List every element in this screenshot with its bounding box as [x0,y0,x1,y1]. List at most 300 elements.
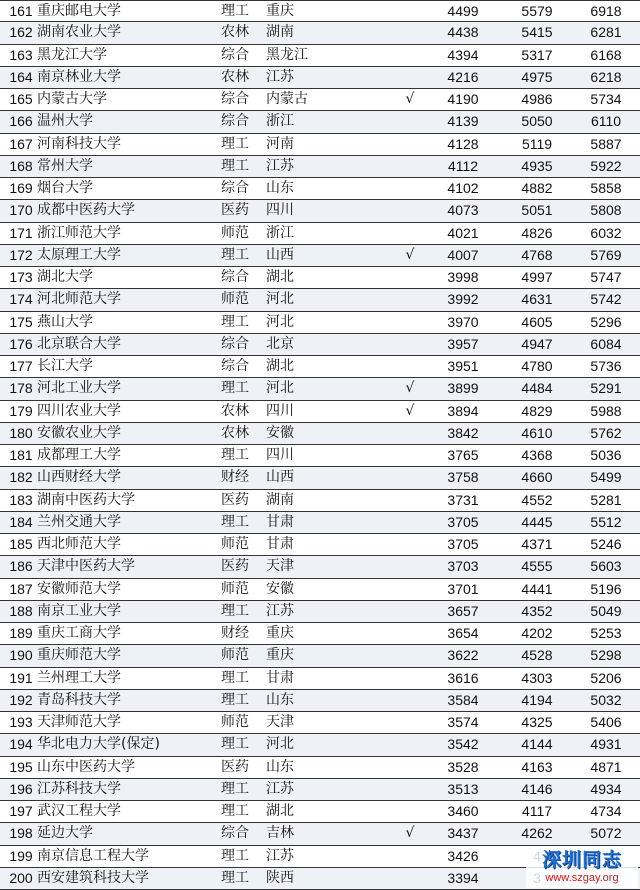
table-row [0,356,640,378]
score-1-cell: 4007 [447,246,479,263]
university-name: 燕山大学 [37,313,93,330]
university-name: 兰州理工大学 [37,669,121,686]
score-1-cell: 4216 [447,68,479,85]
university-name: 重庆邮电大学 [37,3,121,19]
score-3-cell: 4871 [590,758,622,775]
category-cell: 理工 [221,380,249,397]
table-row [0,134,640,156]
score-2-cell: 4555 [521,558,553,575]
score-3-cell: 5887 [590,135,622,152]
check-mark [400,111,420,132]
score-3-cell: 5762 [590,424,622,441]
score-2-cell: 4975 [521,68,553,85]
province-cell: 黑龙江 [266,46,308,63]
category-cell: 医药 [221,758,249,775]
score-1-cell: 3426 [447,847,479,864]
score-2-cell: 4660 [521,469,553,486]
score-3-cell: 6032 [590,224,622,241]
score-1-cell: 4139 [447,113,479,130]
rank-cell: 183 [9,491,33,508]
score-1-cell: 3758 [447,469,479,486]
score-1-cell: 3731 [447,491,479,508]
check-mark: √ [405,380,415,397]
score-2-cell: 4882 [521,180,553,196]
check-mark [400,423,420,444]
province-cell: 河南 [266,135,294,152]
score-3-cell: 5603 [590,558,622,575]
university-name: 四川农业大学 [37,402,121,419]
rank-cell: 176 [9,335,33,352]
province-cell: 浙江 [266,113,294,130]
table-row [0,645,640,667]
rank-cell: 181 [9,447,33,463]
category-cell: 师范 [221,536,249,552]
score-2-cell: 4445 [521,513,553,530]
university-name: 西安建筑科技大学 [37,869,149,886]
score-3-cell: 5032 [590,691,622,708]
rank-cell: 180 [9,424,33,441]
score-1-cell: 4438 [447,24,479,41]
university-name: 山东中医药大学 [37,758,135,775]
category-cell: 综合 [221,269,249,285]
check-mark [400,445,420,466]
score-3-cell: 5253 [590,625,622,641]
table-row [0,200,640,222]
score-2-cell: 4605 [521,313,553,330]
score-2-cell: 4441 [521,580,553,597]
score-3-cell: 5246 [590,536,622,552]
table-row [0,779,640,801]
check-mark [400,801,420,822]
province-cell: 四川 [266,447,294,463]
score-2-cell: 5119 [521,135,553,152]
university-name: 安徽师范大学 [37,580,121,597]
rank-cell: 187 [9,580,33,597]
score-1-cell: 3842 [447,424,479,441]
check-mark [400,356,420,377]
province-cell: 江苏 [266,157,294,174]
university-name: 河北工业大学 [37,380,121,397]
rank-cell: 177 [9,358,33,374]
table-row [0,534,640,556]
score-1-cell: 3703 [447,558,479,575]
check-mark [400,467,420,488]
province-cell: 四川 [266,202,294,219]
province-cell: 吉林 [266,825,294,842]
check-mark [400,289,420,310]
check-mark [400,534,420,555]
category-cell: 师范 [221,647,249,664]
province-cell: 山西 [266,246,294,263]
province-cell: 甘肃 [266,669,294,686]
rank-cell: 169 [9,180,33,196]
university-name: 天津师范大学 [37,714,121,730]
score-1-cell: 3951 [447,358,479,374]
category-cell: 师范 [221,291,249,308]
category-cell: 理工 [221,246,249,263]
table-row [0,579,640,601]
university-name: 武汉工程大学 [37,803,121,819]
check-mark [400,712,420,733]
university-name: 内蒙古大学 [37,91,107,107]
table-row [0,423,640,445]
university-name: 成都理工大学 [37,447,121,463]
province-cell: 重庆 [266,647,294,664]
category-cell: 农林 [221,68,249,85]
province-cell: 江苏 [266,780,294,797]
province-cell: 山东 [266,691,294,708]
score-1-cell: 3957 [447,335,479,352]
province-cell: 湖北 [266,358,294,374]
score-2-cell: 5051 [521,202,553,219]
university-name: 河北师范大学 [37,291,121,308]
score-2-cell: 5415 [521,24,553,41]
score-1-cell: 4073 [447,202,479,219]
check-mark [400,601,420,622]
watermark-logo [526,848,638,888]
score-2-cell: 4484 [521,380,553,397]
category-cell: 师范 [221,224,249,241]
rank-cell: 170 [9,202,33,219]
score-1-cell: 3970 [447,313,479,330]
score-3-cell: 6281 [590,24,622,41]
score-3-cell: 5742 [590,291,622,308]
category-cell: 理工 [221,780,249,797]
check-mark [400,556,420,577]
score-3-cell: 5406 [590,714,622,730]
score-1-cell: 3622 [447,647,479,664]
rank-cell: 193 [9,714,33,730]
score-2-cell: 4194 [521,691,553,708]
university-name: 延边大学 [37,825,93,842]
university-name: 重庆工商大学 [37,625,121,641]
score-3-cell: 5036 [590,447,622,463]
score-1-cell: 3528 [447,758,479,775]
score-2-cell: 4325 [521,714,553,730]
score-3-cell: 5291 [590,380,622,397]
check-mark [400,67,420,88]
university-name: 青岛科技大学 [37,691,121,708]
category-cell: 理工 [221,669,249,686]
category-cell: 医药 [221,202,249,219]
table-row [0,245,640,267]
category-cell: 理工 [221,691,249,708]
province-cell: 四川 [266,402,294,419]
score-1-cell: 3394 [447,869,479,886]
rank-cell: 190 [9,647,33,664]
province-cell: 陕西 [266,869,294,886]
category-cell: 农林 [221,24,249,41]
score-1-cell: 3542 [447,736,479,753]
province-cell: 江苏 [266,602,294,619]
score-3-cell: 5049 [590,602,622,619]
score-3-cell: 5858 [590,180,622,196]
score-3-cell: 4734 [590,803,622,819]
check-mark [400,757,420,778]
rank-cell: 172 [9,246,33,263]
score-2-cell: 4610 [521,424,553,441]
category-cell: 综合 [221,46,249,63]
table-row [0,334,640,356]
university-name: 湖南农业大学 [37,24,121,41]
category-cell: 财经 [221,469,249,486]
score-2-cell: 4997 [521,269,553,285]
rank-cell: 165 [9,91,33,107]
score-3-cell: 4934 [590,780,622,797]
score-2-cell: 4144 [521,736,553,753]
category-cell: 财经 [221,625,249,641]
score-2-cell: 4826 [521,224,553,241]
university-name: 黑龙江大学 [37,46,107,63]
rank-cell: 167 [9,135,33,152]
rank-cell: 173 [9,269,33,285]
score-1-cell: 3894 [447,402,479,419]
score-1-cell: 4112 [447,157,479,174]
score-3-cell: 5499 [590,469,622,486]
province-cell: 安徽 [266,580,294,597]
category-cell: 医药 [221,491,249,508]
score-1-cell: 3437 [447,825,479,842]
check-mark: √ [405,825,415,842]
province-cell: 浙江 [266,224,294,241]
province-cell: 安徽 [266,424,294,441]
table-row [0,734,640,756]
check-mark [400,334,420,355]
rank-cell: 174 [9,291,33,308]
university-name: 北京联合大学 [37,335,121,352]
check-mark [400,868,420,889]
score-1-cell: 3765 [447,447,479,463]
category-cell: 农林 [221,424,249,441]
university-name: 华北电力大学(保定) [37,736,160,753]
table-row [0,467,640,489]
score-2-cell: 4986 [521,91,553,107]
check-mark: √ [405,402,415,419]
university-name: 南京信息工程大学 [37,847,149,864]
score-2-cell: 4352 [521,602,553,619]
score-2-cell: 4371 [521,536,553,552]
rank-cell: 164 [9,68,33,85]
score-1-cell: 4128 [447,135,479,152]
score-2-cell: 4202 [521,625,553,641]
score-1-cell: 4499 [447,3,479,19]
score-1-cell: 3705 [447,513,479,530]
score-1-cell: 3654 [447,625,479,641]
rank-cell: 188 [9,602,33,619]
province-cell: 内蒙古 [266,91,308,107]
category-cell: 理工 [221,447,249,463]
score-1-cell: 3584 [447,691,479,708]
check-mark [400,490,420,511]
rank-cell: 179 [9,402,33,419]
rank-cell: 198 [9,825,33,842]
score-2-cell: 4146 [521,780,553,797]
score-1-cell: 3992 [447,291,479,308]
province-cell: 甘肃 [266,513,294,530]
score-1-cell: 3998 [447,269,479,285]
university-name: 烟台大学 [37,180,93,196]
check-mark [400,312,420,333]
score-1-cell: 4190 [447,91,479,107]
province-cell: 湖南 [266,24,294,41]
province-cell: 河北 [266,291,294,308]
score-3-cell: 4931 [590,736,622,753]
score-3-cell: 5298 [590,647,622,664]
category-cell: 师范 [221,580,249,597]
rank-cell: 199 [9,847,33,864]
check-mark [400,779,420,800]
score-1-cell: 4102 [447,180,479,196]
university-name: 湖北大学 [37,269,93,285]
table-row [0,445,640,467]
rank-cell: 171 [9,224,33,241]
score-1-cell: 3513 [447,780,479,797]
check-mark [400,45,420,66]
score-1-cell: 3705 [447,536,479,552]
table-row [0,45,640,67]
table-row [0,690,640,712]
score-1-cell: 3616 [447,669,479,686]
score-3-cell: 5922 [590,157,622,174]
score-1-cell: 4021 [447,224,479,241]
check-mark [400,623,420,644]
table-row [0,378,640,400]
table-row [0,556,640,578]
score-1-cell: 3899 [447,380,479,397]
score-2-cell: 5050 [521,113,553,130]
province-cell: 江苏 [266,847,294,864]
check-mark [400,645,420,666]
university-name: 太原理工大学 [37,246,121,263]
watermark-title: 深圳同志 [541,849,622,871]
category-cell: 综合 [221,113,249,130]
score-2-cell: 5317 [521,46,553,63]
check-mark [400,690,420,711]
score-3-cell: 5281 [590,491,622,508]
university-name: 西北师范大学 [37,536,121,552]
rank-cell: 185 [9,536,33,552]
province-cell: 山西 [266,469,294,486]
university-name: 长江大学 [37,358,93,374]
table-row [0,22,640,44]
table-row [0,668,640,690]
score-3-cell: 6918 [590,3,622,19]
check-mark [400,156,420,177]
table-row [0,156,640,178]
score-2-cell: 4780 [521,358,553,374]
table-row [0,223,640,245]
category-cell: 理工 [221,847,249,864]
university-name: 温州大学 [37,113,93,130]
university-name: 安徽农业大学 [37,424,121,441]
rank-cell: 163 [9,46,33,63]
university-name: 常州大学 [37,157,93,174]
check-mark [400,579,420,600]
score-2-cell: 4829 [521,402,553,419]
category-cell: 综合 [221,335,249,352]
check-mark: √ [405,91,415,107]
category-cell: 理工 [221,157,249,174]
province-cell: 山东 [266,180,294,196]
table-row [0,801,640,823]
check-mark [400,223,420,244]
university-name: 成都中医药大学 [37,202,135,219]
score-2-cell: 4935 [521,157,553,174]
score-3-cell: 5808 [590,202,622,219]
table-row [0,312,640,334]
score-3-cell: 5988 [590,402,622,419]
check-mark [400,512,420,533]
score-2-cell: 4768 [521,246,553,263]
score-1-cell: 4394 [447,46,479,63]
score-2-cell: 4163 [521,758,553,775]
score-3-cell: 5734 [590,91,622,107]
university-name: 江苏科技大学 [37,780,121,797]
score-2-cell: 4303 [521,669,553,686]
score-3-cell: 5512 [590,513,622,530]
score-3-cell: 6168 [590,46,622,63]
province-cell: 江苏 [266,68,294,85]
score-3-cell: 5769 [590,246,622,263]
check-mark [400,134,420,155]
score-2-cell: 4528 [521,647,553,664]
province-cell: 天津 [266,558,294,575]
score-3-cell: 6110 [590,113,622,130]
province-cell: 天津 [266,714,294,730]
category-cell: 理工 [221,135,249,152]
category-cell: 理工 [221,869,249,886]
rank-cell: 194 [9,736,33,753]
rank-cell: 166 [9,113,33,130]
rank-cell: 191 [9,669,33,686]
province-cell: 甘肃 [266,536,294,552]
rank-cell: 178 [9,380,33,397]
table-row [0,712,640,734]
rank-cell: 197 [9,803,33,819]
category-cell: 师范 [221,714,249,730]
province-cell: 湖北 [266,269,294,285]
rank-cell: 200 [9,869,33,886]
table-row [0,757,640,779]
rank-cell: 162 [9,24,33,41]
rank-cell: 195 [9,758,33,775]
category-cell: 医药 [221,558,249,575]
category-cell: 理工 [221,3,249,19]
table-row [0,401,640,423]
score-2-cell: 4947 [521,335,553,352]
university-name: 南京工业大学 [37,602,121,619]
province-cell: 湖北 [266,803,294,819]
province-cell: 北京 [266,335,294,352]
university-name: 湖南中医药大学 [37,491,135,508]
rank-cell: 161 [9,3,33,19]
check-mark [400,22,420,43]
university-name: 浙江师范大学 [37,224,121,241]
score-1-cell: 3701 [447,580,479,597]
category-cell: 理工 [221,736,249,753]
university-name: 河南科技大学 [37,135,121,152]
category-cell: 农林 [221,402,249,419]
rank-cell: 182 [9,469,33,486]
score-1-cell: 3460 [447,803,479,819]
watermark-url: www.szgay.org [545,872,619,884]
university-name: 南京林业大学 [37,68,121,85]
table-row [0,111,640,133]
score-3-cell: 6218 [590,68,622,85]
score-1-cell: 3574 [447,714,479,730]
rank-cell: 189 [9,625,33,641]
check-mark: √ [405,246,415,263]
